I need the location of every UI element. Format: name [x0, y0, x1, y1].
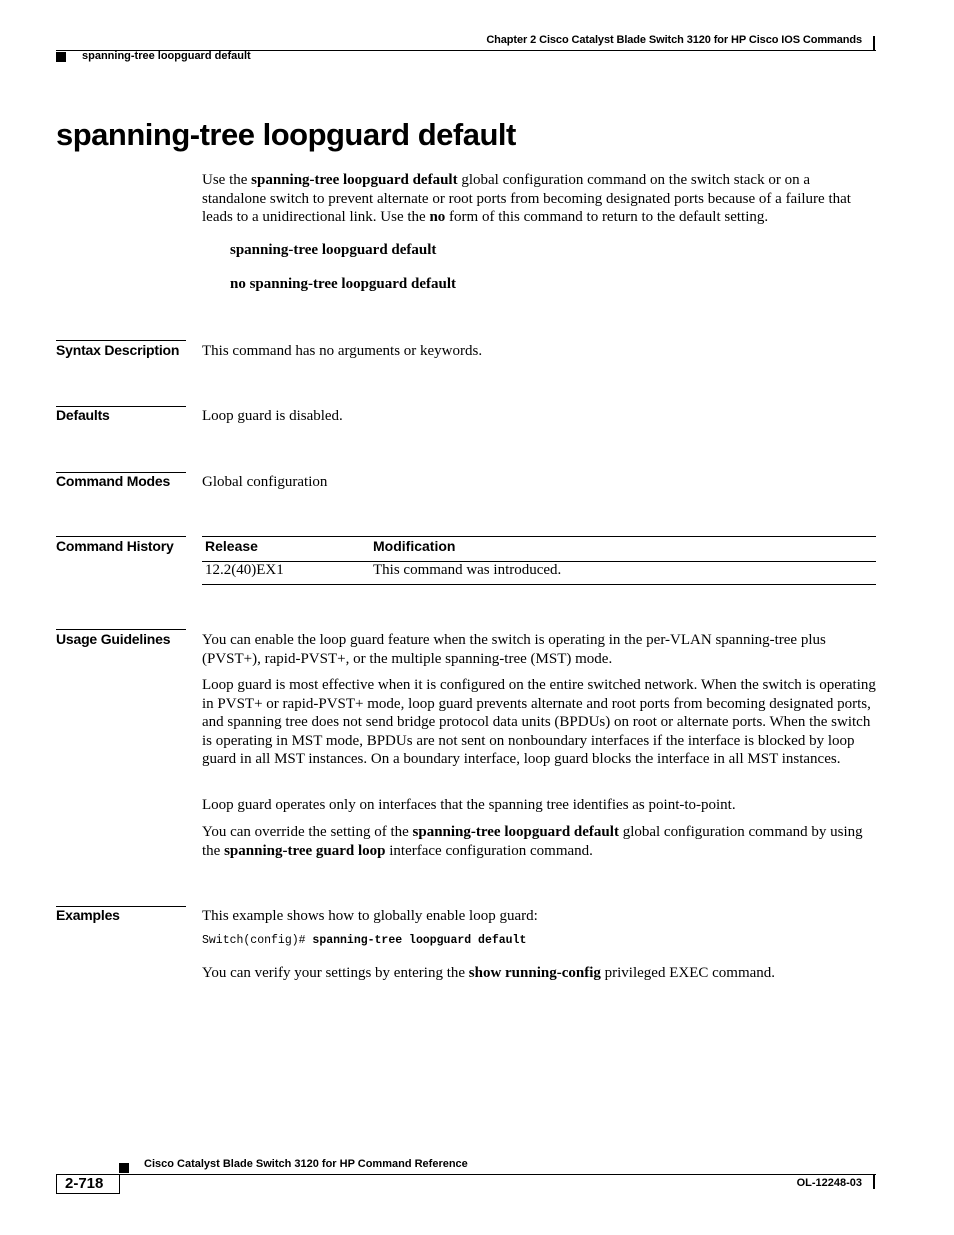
intro-text-3: form of this command to return to the default setting. [445, 209, 769, 225]
syntax-description-rule [56, 340, 186, 341]
footer-vertical-bar [873, 1175, 875, 1189]
header-section: spanning-tree loopguard default [82, 50, 251, 62]
history-row-release: 12.2(40)EX1 [205, 562, 284, 578]
intro-text-1: Use the [202, 172, 252, 188]
footer-square-marker [119, 1163, 129, 1173]
examples-intro: This example shows how to globally enable loop guard: [202, 908, 538, 924]
page-number: 2-718 [65, 1175, 104, 1192]
history-row-modification: This command was introduced. [373, 562, 562, 578]
usage-paragraph-2: Loop guard is most effective when it is configured on the entire switched network. When the switch is operating in PVST+ or rapid-PVST+ mode, loop guard prevents alternate and root ports from becoming designated ports, and spanning tree does not send bridge protocol data units (BPDUs) on root or alternate ports. When the switch is operating in MST mode, BPDUs are not sent on nonboundary interfaces if the interface is blocked by loop guard in all MST instances. On a boundary interface, loop guard blocks the interface in all MST instances. [202, 677, 876, 767]
history-column-release: Release [205, 538, 258, 554]
usage-paragraph-1: You can enable the loop guard feature when the switch is operating in the per-VLAN spanning-tree plus (PVST+), rapid-PVST+, or the multiple spanning-tree (MST) mode. [202, 632, 826, 667]
intro-text-2: global configuration command on the switch stack or on a standalone switch to prevent alternate or root ports from becoming designated ports because of a failure that leads to a unidirectional link. Use the [202, 172, 851, 225]
syntax-line-1: spanning-tree loopguard default [230, 242, 437, 258]
footer-doc-id: OL-12248-03 [796, 1177, 862, 1189]
verify-text-2: privileged EXEC command. [600, 965, 776, 981]
usage-guidelines-rule [56, 629, 186, 630]
usage-guidelines-label: Usage Guidelines [56, 631, 171, 647]
syntax-description-text: This command has no arguments or keywords. [202, 343, 483, 359]
footer-rule [56, 1174, 876, 1175]
header-chapter: Chapter 2 Cisco Catalyst Blade Switch 3120 for HP Cisco IOS Commands [486, 34, 862, 46]
syntax-line-2: no spanning-tree loopguard default [230, 276, 457, 292]
code-prompt: Switch(config)# [202, 934, 313, 947]
command-modes-label: Command Modes [56, 473, 171, 489]
examples-label: Examples [56, 907, 120, 923]
usage-p4-text-3: interface configuration command. [385, 842, 593, 859]
defaults-text: Loop guard is disabled. [202, 408, 343, 424]
usage-paragraph-3: Loop guard operates only on interfaces that the spanning tree identifies as point-to-point. [202, 797, 736, 813]
history-column-modification: Modification [373, 538, 456, 554]
syntax-description-label: Syntax Description [56, 342, 180, 358]
command-history-label: Command History [56, 538, 174, 554]
usage-p4-command-2: spanning-tree guard loop [224, 842, 386, 859]
code-command: spanning-tree loopguard default [312, 934, 527, 947]
intro-command: spanning-tree loopguard default [251, 172, 458, 188]
page-title: spanning-tree loopguard default [56, 117, 516, 152]
header-vertical-bar [873, 36, 875, 50]
usage-p4-command-1: spanning-tree loopguard default [412, 824, 619, 840]
header-square-marker [56, 52, 66, 62]
intro-no-keyword: no [429, 209, 446, 225]
examples-verify [202, 964, 876, 983]
command-history-rule [56, 536, 186, 537]
command-modes-text: Global configuration [202, 474, 328, 490]
history-table-top-rule [202, 536, 876, 537]
intro-paragraph [202, 171, 876, 227]
usage-p4-text-1: You can override the setting of the [202, 824, 413, 840]
defaults-label: Defaults [56, 407, 110, 423]
usage-paragraph-4 [202, 823, 876, 860]
verify-text-1: You can verify your settings by entering the [202, 965, 469, 981]
example-code-block [202, 934, 526, 947]
footer-title: Cisco Catalyst Blade Switch 3120 for HP Command Reference [144, 1158, 468, 1170]
usage-p4-text-2: global configuration command by using the [202, 824, 863, 859]
history-table-bottom-rule [202, 584, 876, 585]
verify-command: show running-config [468, 965, 601, 981]
